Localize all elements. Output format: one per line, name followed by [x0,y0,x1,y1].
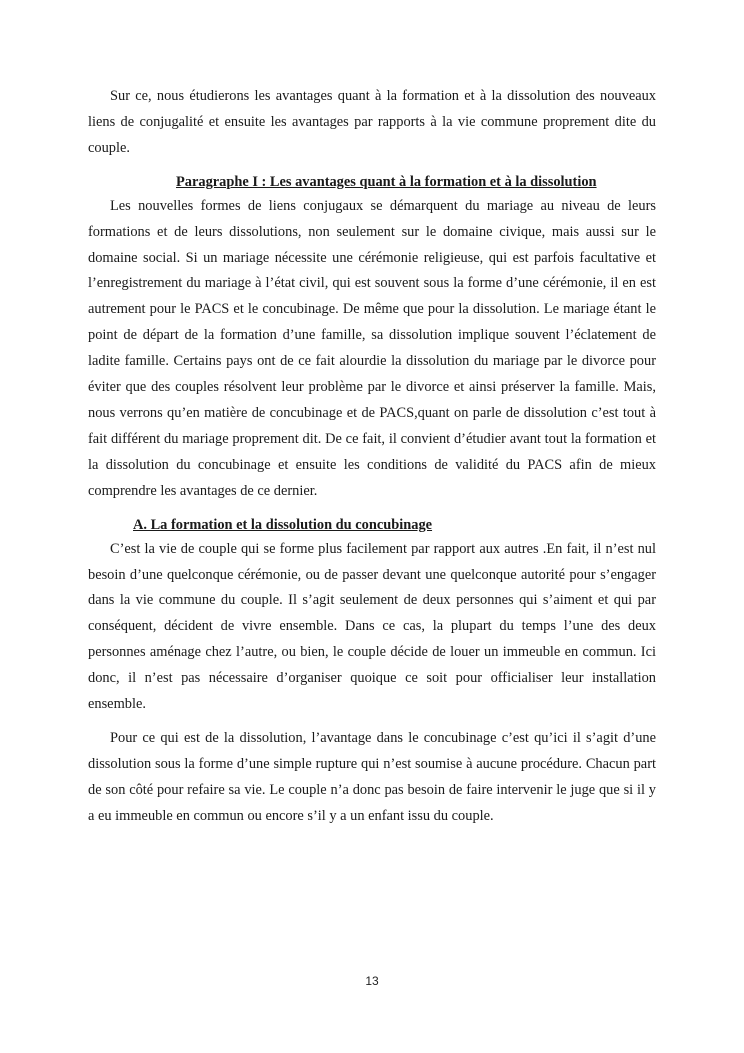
section-a-heading: A. La formation et la dissolution du concubinage [133,516,433,533]
paragraph-i-heading: Paragraphe I : Les avantages quant à la formation et à la dissolution [176,173,597,190]
page-number: 13 [365,974,379,988]
body-paragraph-concubinage-dissolution: Pour ce qui est de la dissolution, l’avantage dans le concubinage c’est qu’ici il s’agit d’une dissolution sous la forme d’une simple rupture qui n’est soumise à aucune procédure. Chacun part de son côté pour refaire sa vie. Le couple n’a donc pas besoin de faire intervenir le juge que si il y a eu immeuble en commun ou encore s’il y a un enfant issu du couple. [88,729,656,824]
intro-paragraph: Sur ce, nous étudierons les avantages quant à la formation et à la dissolution des nouveaux liens de conjugalité et ensuite les avantages par rapports à la vie commune proprement dite du couple. [88,88,656,156]
document-page [88,84,656,830]
body-paragraph-concubinage-formation: C’est la vie de couple qui se forme plus facilement par rapport aux autres .En fait, il n’est nul besoin d’une quelconque cérémonie, ou de passer devant une quelconque autorité pour s’engager dans la vie commune du couple. Il s’agit seulement de deux personnes qui s’aiment et qui par conséquent, décident de vivre ensemble. Dans ce cas, la plupart du temps l’une des deux personnes aménage chez l’autre, ou bien, le couple décide de louer un immeuble en commun. Ici donc, il n’est pas nécessaire d’organiser quoique ce soit pour officialiser leur installation ensemble. [88,540,656,713]
body-paragraph-formations: Les nouvelles formes de liens conjugaux se démarquent du mariage au niveau de leurs formations et de leurs dissolutions, non seulement sur le domaine civique, mais aussi sur le domaine social. Si un mariage nécessite une cérémonie religieuse, qui est parfois facultative et l’enregistrement du mariage à l’état civil, qui est souvent sous la forme d’une cérémonie, il en est autrement pour le PACS et le concubinage. De même que pour la dissolution. Le mariage étant le point de départ de la formation d’une famille, sa dissolution implique souvent l’éclatement de ladite famille. Certains pays ont de ce fait alourdie la dissolution du mariage par le divorce pour éviter que des couples résolvent leur problème par le divorce et ainsi préserver la famille. Mais, nous verrons qu’en matière de concubinage et de PACS,quant on parle de dissolution c’est tout à fait différent du mariage proprement dit. De ce fait, il convient d’étudier avant tout la formation et la dissolution du concubinage et ensuite les conditions de validité du PACS afin de mieux comprendre les avantages de ce dernier. [88,197,656,499]
